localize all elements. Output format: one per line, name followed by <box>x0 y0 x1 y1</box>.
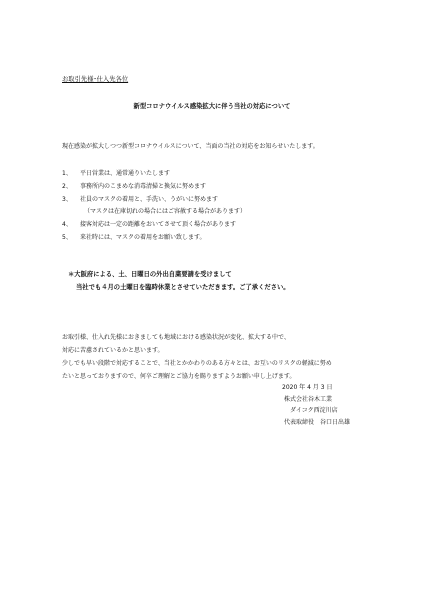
addressee: お取引先様･仕入先各位 <box>62 76 129 83</box>
list-item-number: 1、 <box>62 170 72 177</box>
intro-text: 現在感染が拡大しつつ新型コロナウイルスについて、当面の当社の対応をお知らせいたします。 <box>62 143 319 150</box>
list-item-text: 来社時には、マスクの着用をお願い致します。 <box>80 234 206 241</box>
list-item-number: 3、 <box>62 196 72 203</box>
list-item-text: 事務所内のこまめな消毒清掃と換気に努めます <box>80 183 207 190</box>
closure-notice-line: ＊大阪府による、土、日曜日の外出自粛要請を受けまして <box>68 271 232 278</box>
closing-paragraph-line: 少しでも早い段階で対応することで、当社とかかわりのある方々とは、お互いのリスクの軽減に努め <box>62 360 332 367</box>
signature-representative: 代表取締役 谷口日出雄 <box>284 418 351 426</box>
signature-date: 2020 年 4 月 3 日 <box>282 384 333 391</box>
list-item-text: 社員のマスクの着用と、手洗い、うがいに努めます <box>80 196 219 203</box>
list-item-number: 4、 <box>62 221 72 228</box>
closure-notice-line: 当社でも４月の土曜日を臨時休業とさせていただきます。ご了承ください。 <box>76 284 290 291</box>
signature-company: 株式会社谷木工業 <box>284 395 333 403</box>
closing-paragraph-line: 対応に苦慮されているかと思います。 <box>62 347 164 354</box>
closing-paragraph-line: たいと思っておりますので、何卒ご理解とご協力を賜りますようお願い申し上げます。 <box>62 373 296 380</box>
document-title: 新型コロナウイルス感染拡大に伴う当社の対応について <box>133 103 291 110</box>
list-item-number: 2、 <box>62 183 72 190</box>
signature-branch: ダイコク西淀川店 <box>290 407 338 414</box>
closing-paragraph-line: お取引様、仕入れ先様におきましても地域における感染状況が変化、拡大する中で、 <box>62 334 290 341</box>
list-item-text: （マスクは在庫切れの場合にはご容赦する場合があります） <box>84 208 247 215</box>
list-item-text: 接客対応は一定の距離をおいてさせて頂く場合があります <box>80 221 237 228</box>
list-item-text: 平日営業は、通常通りいたします <box>80 170 171 177</box>
signature-block <box>282 384 350 430</box>
closure-notice <box>68 271 290 292</box>
list-item-number: 5、 <box>62 234 72 241</box>
